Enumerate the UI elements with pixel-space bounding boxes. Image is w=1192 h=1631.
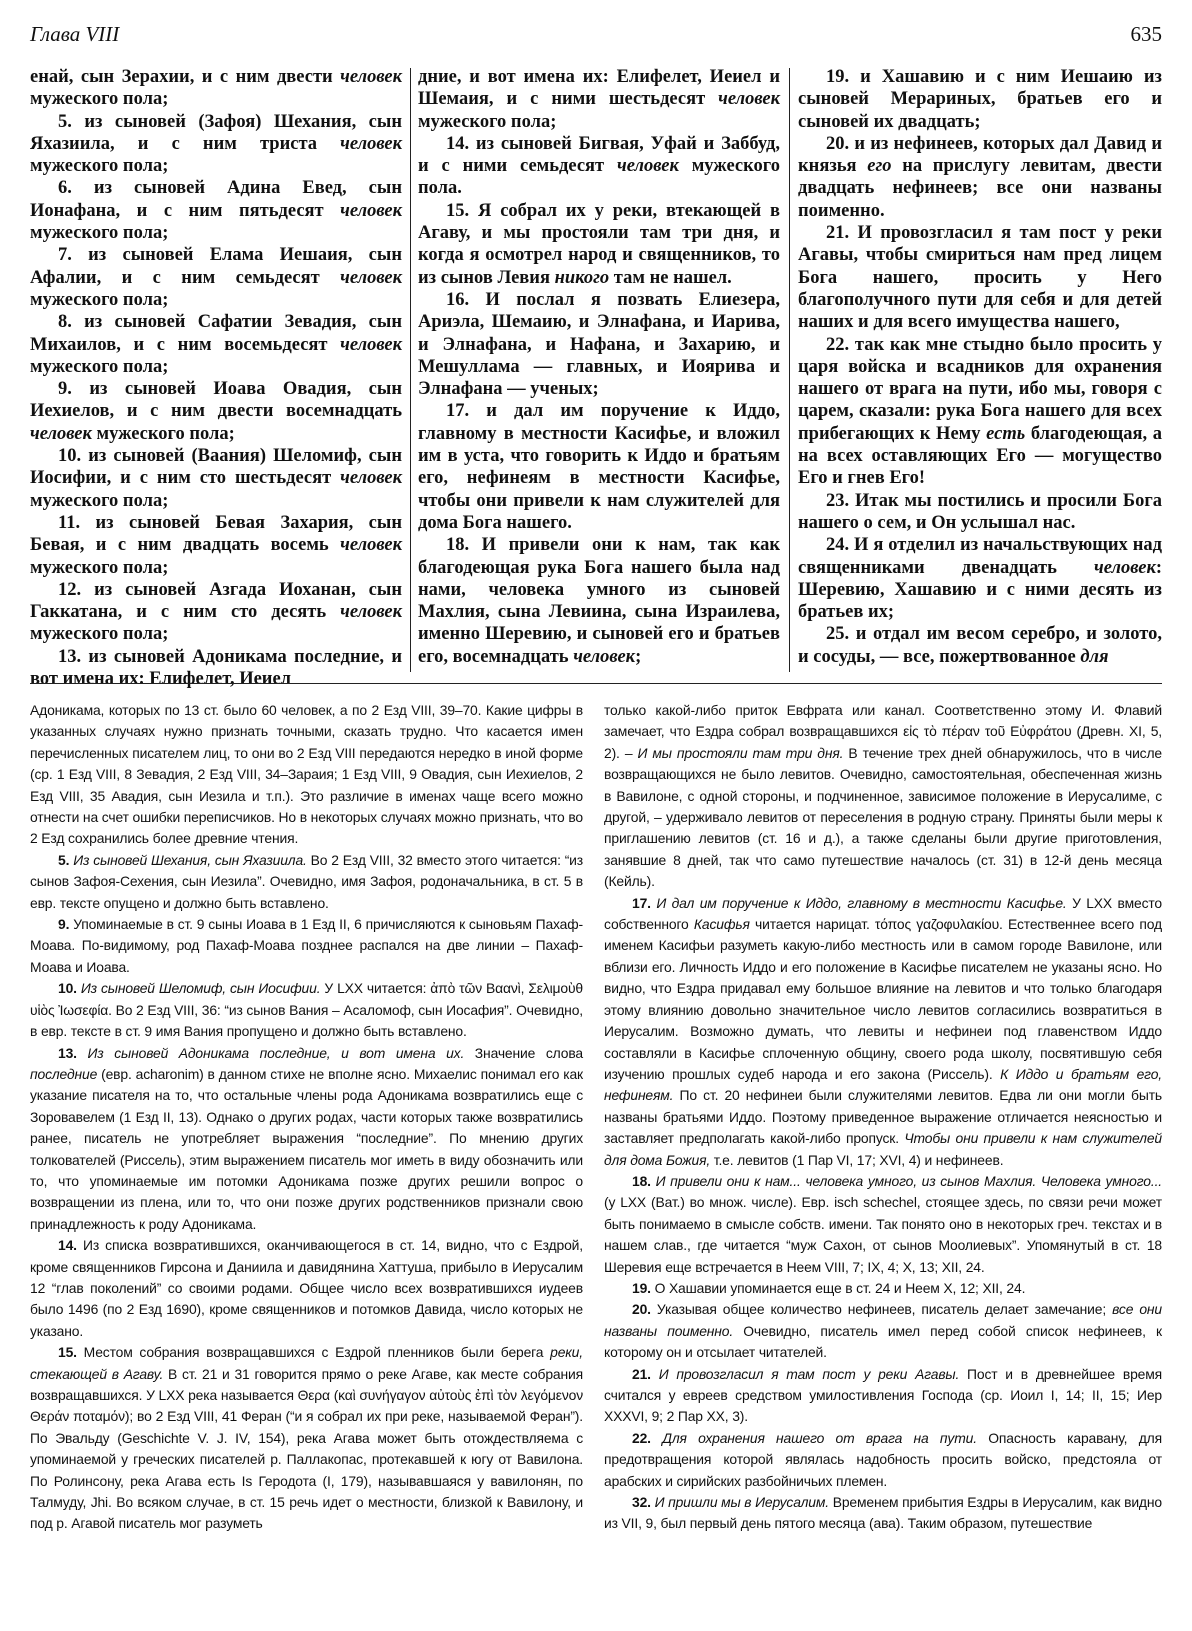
italic-text: человек bbox=[340, 468, 402, 489]
text-run: (евр. acharonim) в данном стихе не вполне ясно. Михаелис понимал его как указание писателя на то, что остальные члены рода Адоникама возвратились еще с Зоровавелем (1 Езд II, 13). Однако о других родах, части которых также возвратились ранее, писатель не употребляет выражения “последние”. По мнению других толкователей (Риссель), этим выражением писатель мог иметь в виду обозначить или то, что упоминаемые им потомки Адоникама позже других решили вопрос о возвращении из плена, или то, что они позже других родственников признали свою принадлежность к роду Адоникама. bbox=[30, 1065, 583, 1232]
paragraph bbox=[604, 1171, 1162, 1278]
column-divider bbox=[410, 68, 411, 672]
text-run: Из списка возвратившихся, оканчивающегося в ст. 14, видно, что с Ездрой, кроме священников Гирсона и Даниила и давидянина Хаттуша, прибыло в Иерусалим 12 “глав поколений” со своими родами. Общее число всех возвратившихся иудеев было 1496 (по 2 Езд 1690), кроме священников и потомков Давида, число которых не указано. bbox=[30, 1237, 583, 1339]
paragraph bbox=[418, 534, 780, 668]
paragraph bbox=[418, 289, 780, 400]
italic-text: человек bbox=[340, 67, 402, 87]
italic-text: человек bbox=[573, 646, 636, 667]
text-run: мужеского пола; bbox=[30, 156, 169, 177]
italic-text: И провозгласил я там пост у реки Агавы. bbox=[658, 1365, 960, 1382]
italic-text: никого bbox=[554, 267, 610, 288]
italic-text: человек bbox=[617, 156, 679, 177]
paragraph bbox=[30, 850, 583, 914]
text-run: мужеского пола; bbox=[30, 557, 169, 578]
paragraph bbox=[418, 400, 780, 534]
text-run: 14. из сыновей Бигвая, Уфай и Заббуд, и с ними семьдесят bbox=[418, 133, 780, 177]
text-run: В ст. 21 и 31 говорится прямо о реке Агаве, как месте собрания возвращавшихся. У LXX река называется Θερα (καὶ συνήγαγον αὐτοὺς ἐπὶ τὸν λεγόμενον Θεράν ποταμόν); во 2 Езд VIII, 41 Феран (“и я собрал их при реке, называемой Феран”). По Эвальду (Geschichte V. J. IV, 154), река Агава может быть отождествляема с упоминаемой у греческих писателей р. Паллакопас, протекавшей к югу от Вавилона. По Ролинсону, река Агава есть Is Геродота (I, 179), называвшаяся у вавилонян, по Талмуду, Jhi. Во всяком случае, в ст. 15 речь идет о местности, близкой к Вавилону, и под р. Агавой писатель мог разуметь bbox=[30, 1365, 583, 1532]
verse-number: 17. bbox=[632, 894, 657, 911]
italic-text: человек bbox=[340, 602, 402, 623]
text-run: 8. из сыновей Сафатии Зевадия, сын Михаилов, и с ним восемьдесят bbox=[30, 312, 402, 355]
paragraph bbox=[30, 512, 402, 579]
text-run: 15. Я собрал их у реки, втекающей в Агаву, и мы простояли там три дня, и когда я осмотрел народ и священников, то из сынов Левия bbox=[418, 200, 780, 288]
text-run: 13. из сыновей Адоникама последние, и вот имена их: Елифелет, Иеиел bbox=[30, 646, 402, 690]
verse-number: 14. bbox=[58, 1237, 83, 1254]
text-run: 22. так как мне стыдно было просить у царя войска и всадников для охранения нашего от врага на пути, ибо мы, говоря с царем, сказали: рука Бога нашего для всех прибегающих к Нему bbox=[798, 334, 1162, 444]
italic-text: человек bbox=[340, 267, 402, 288]
text-run: т.е. левитов (1 Пар VI, 17; XVI, 4) и нефинеев. bbox=[710, 1151, 1004, 1168]
text-run: По ст. 20 нефинеи были служителями левитов. Едва ли они могли быть названы братьями Иддо. Поэтому приведенное выражение отличается неясностью и заставляет предполагать какой-либо пропуск. bbox=[604, 1087, 1162, 1147]
paragraph bbox=[30, 311, 402, 378]
text-run: 11. из сыновей Бевая Захария, сын Бевая, и с ним двадцать восемь bbox=[30, 512, 402, 556]
scripture-column-2 bbox=[418, 66, 780, 673]
italic-text: есть bbox=[986, 423, 1026, 444]
running-header bbox=[30, 22, 1162, 52]
verse-number: 13. bbox=[58, 1044, 88, 1061]
paragraph bbox=[418, 200, 780, 289]
text-run: 20. и из нефинеев, которых дал Давид и князья bbox=[798, 133, 1162, 177]
commentary-column-1 bbox=[30, 700, 583, 1625]
italic-text: И пришли мы в Иерусалим. bbox=[654, 1494, 829, 1511]
column-divider bbox=[789, 68, 790, 672]
verse-number: 22. bbox=[632, 1429, 663, 1446]
paragraph bbox=[30, 1342, 583, 1535]
text-run: мужеского пола; bbox=[30, 490, 169, 511]
text-run: Временем прибытия Ездры в Иерусалим, как видно из VII, 9, был первый день пятого месяца (ава). Таким образом, путешествие bbox=[604, 1494, 1162, 1532]
text-run: благодеющая, а на всех оставляющих Его — могущество Его и гнев Его! bbox=[798, 423, 1162, 489]
section-divider bbox=[30, 683, 1162, 684]
italic-text: И дал им поручение к Иддо, главному в местности Касифье. bbox=[656, 894, 1067, 911]
italic-text: И мы простояли там три дня. bbox=[637, 744, 844, 761]
text-run: мужеского пола; bbox=[30, 624, 169, 645]
verse-number: 19. bbox=[632, 1279, 655, 1296]
scripture-column-3 bbox=[798, 66, 1162, 673]
text-run: 10. из сыновей (Ваания) Шеломиф, сын Иосифии, и с ним сто шестьдесят bbox=[30, 446, 402, 489]
text-run: енай, сын Зерахии, и с ним двести bbox=[30, 67, 341, 87]
paragraph bbox=[798, 334, 1162, 490]
text-run: 25. и отдал им весом серебро, и золото, и сосуды, — все, пожертвованное bbox=[798, 624, 1162, 667]
text-run: 18. И привели они к нам, так как благодеющая рука Бога нашего была над нами, человека умного из сыновей Махлия, сына Левиина, сына Израилева, именно Шеревию, и сыновей его и братьев его, восемнадцать bbox=[418, 535, 780, 667]
paragraph bbox=[798, 490, 1162, 535]
text-run: ; bbox=[635, 646, 642, 667]
text-run: 6. из сыновей Адина Евед, сын Ионафана, и с ним пятьдесят bbox=[30, 178, 402, 221]
text-run: 17. и дал им поручение к Иддо, главному в местности Касифье, и вложил им в уста, что говорить к Иддо и братьям его, нефинеям в местности Касифье, чтобы они привели к нам служителей для дома Бога нашего. bbox=[418, 401, 780, 533]
paragraph bbox=[798, 133, 1162, 222]
verse-number: 32. bbox=[632, 1494, 655, 1511]
verse-number: 21. bbox=[632, 1365, 659, 1382]
italic-text: для bbox=[1080, 646, 1109, 667]
text-run: У LXX читается: ἀπὸ τῶν Βαανὶ, Σελιμοὺθ υἱὸς Ἰωσεφία. Во 2 Езд VIII, 36: “из сынов Вания – Асаломоф, сын Иосафия”. Очевидно, в евр. тексте в ст. 9 имя Вания пропущено и должно быть вставлено. bbox=[30, 980, 583, 1040]
text-run: (у LXX (Ват.) во множ. числе). Евр. isch schechel, стоящее здесь, по связи речи может быть понимаемо в смысле собств. имени. Так понято оно в некоторых греч. текстах и в нашем слав., где читается “муж Сахон, от сынов Моолиевых”. Упомянутый в ст. 18 Шеревия еще встречается в Неем VIII, 7; IX, 4; X, 13; XII, 24. bbox=[604, 1194, 1162, 1275]
paragraph bbox=[30, 579, 402, 646]
text-run: Адоникама, которых по 13 ст. было 60 человек, а по 2 Езд VIII, 39–70. Какие цифры в указанных случаях нужно признать точными, сказать трудно. Что касается имен перечисленных писателем лиц, то они во 2 Езд VIII передаются нередко в иной форме (ср. 1 Езд VIII, 8 Зевадия, 2 Езд VIII, 34–Зарaия; 1 Езд VIII, 9 Овадия, сын Иехиелов, 2 Езд VIII, 35 Авадия, сын Иезила и т.п.). Это различие в именах чаще всего можно отнести на счет ошибки переписчиков. Но в некоторых случаях можно признать, что во 2 Езд сохранились более древние чтения. bbox=[30, 702, 583, 847]
italic-text: последние bbox=[30, 1065, 98, 1082]
paragraph bbox=[30, 66, 402, 111]
text-run: Пост и в древнейшее время считался у евреев средством умилостивления Господа (ср. Иоил I, 14; II, 15; Иер XXXVI, 9; 2 Пар XX, 3). bbox=[604, 1365, 1162, 1425]
italic-text: К Иддо и братьям его, нефинеям. bbox=[604, 1065, 1162, 1104]
paragraph bbox=[30, 700, 583, 850]
paragraph bbox=[30, 1235, 583, 1342]
italic-text: Чтобы они привели к нам служителей для дома Божия, bbox=[604, 1130, 1163, 1168]
paragraph bbox=[604, 1278, 1162, 1299]
italic-text: человек bbox=[340, 535, 402, 556]
italic-text: человек bbox=[718, 89, 780, 110]
text-run: 12. из сыновей Азгада Иоханан, сын Гаккатана, и с ним сто десять bbox=[30, 579, 402, 623]
paragraph bbox=[30, 378, 402, 445]
verse-number: 18. bbox=[632, 1172, 656, 1189]
italic-text: Из сыновей Шеломиф, сын Иосифии. bbox=[80, 980, 321, 997]
italic-text: его bbox=[867, 156, 892, 177]
text-run: мужеского пола; bbox=[30, 356, 169, 377]
text-run: Упоминаемые в ст. 9 сыны Иоава в 1 Езд II, 6 причисляются к сыновьям Пахаф-Моава. По-видимому, род Пахаф-Моава позднее распался на две линии – Пахаф-Моава и Иоава. bbox=[30, 916, 583, 975]
paragraph bbox=[30, 978, 583, 1042]
paragraph bbox=[418, 66, 780, 133]
text-run: только какой-либо приток Евфрата или канал. Соответственно этому И. Флавий замечает, что Ездра собрал возвращавшихся εἰς τὸ πέραν τοῦ Εὐφράτου (Древн. XI, 5, 2). – bbox=[604, 702, 1162, 761]
text-run: Во 2 Езд VIII, 32 вместо этого читается: “из сынов Зафоя-Сехения, сын Иезила”. Очевидно, имя Зафоя, родоначальника, в ст. 5 в евр. тексте опущено и должно быть вставлено. bbox=[30, 851, 584, 911]
text-run: Значение слова bbox=[464, 1044, 583, 1061]
text-run: Очевидно, писатель имел перед собой список нефинеев, к которому он и отсылает читателей. bbox=[604, 1322, 1162, 1361]
italic-text: человек bbox=[1093, 557, 1156, 578]
italic-text: Касифья bbox=[693, 916, 750, 933]
text-run: Опасность каравану, для предотвращения которой являлась надобность просить войско, предстояла от арабских и сирийских разбойничьих племен. bbox=[604, 1429, 1162, 1489]
text-run: 16. И послал я позвать Елиезера, Ариэла, Шемаию, и Элнафана, и Иарива, и Элнафана, и Нафана, и Захарию, и Мешуллама — главных, и Иоярива и Элнафана — ученых; bbox=[418, 289, 780, 400]
italic-text: Для охранения нашего от врага на пути. bbox=[662, 1429, 977, 1446]
text-run: мужеского пола; bbox=[30, 289, 169, 310]
text-run: мужеского пола; bbox=[91, 423, 235, 444]
paragraph bbox=[30, 914, 583, 978]
text-run: мужеского пола; bbox=[30, 223, 169, 244]
paragraph bbox=[604, 700, 1162, 893]
page-number: 635 bbox=[1130, 22, 1162, 46]
paragraph bbox=[604, 893, 1162, 1171]
text-run: 9. из сыновей Иоава Овадия, сын Иехиелов, и с ним двести восемнадцать bbox=[30, 379, 402, 422]
text-run: мужеского пола; bbox=[30, 89, 169, 110]
text-run: В течение трех дней обнаружилось, что в числе возвращающихся не было левитов. Очевидно, самостоятельная, обеспеченная жизнь в Вавилоне, с одной стороны, и подчиненное, зависимое положение в Иерусалиме, с другой, – удерживало левитов от переселения в родную страну. Приняты были меры к приглашению левитов (ст. 16 и д.), а также сделаны были другие приготовления, занявшие 8 дней, так что само путешествие началось (ст. 31) в 12-й день месяца (Кейль). bbox=[604, 744, 1162, 890]
commentary-column-2 bbox=[604, 700, 1162, 1625]
paragraph bbox=[30, 445, 402, 512]
text-run: мужеского пола; bbox=[418, 111, 557, 132]
paragraph bbox=[30, 177, 402, 244]
text-run: О Хашавии упоминается еще в ст. 24 и Неем X, 12; XII, 24. bbox=[654, 1279, 1026, 1296]
text-run: дние, и вот имена их: Елифелет, Иеиел и Шемаия, и с ними шестьдесят bbox=[418, 67, 780, 110]
paragraph bbox=[798, 534, 1162, 623]
paragraph bbox=[604, 1364, 1162, 1428]
text-run: 24. И я отделил из начальствующих над священниками двенадцать bbox=[798, 535, 1162, 578]
text-run: 7. из сыновей Елама Иешаия, сын Афалии, и с ним семьдесят bbox=[30, 245, 402, 288]
paragraph bbox=[798, 623, 1162, 668]
text-run: У LXX вместо собственного bbox=[604, 894, 1162, 933]
verse-number: 9. bbox=[58, 916, 74, 933]
italic-text: человек bbox=[340, 133, 402, 154]
paragraph bbox=[30, 244, 402, 311]
scripture-column-1 bbox=[30, 66, 402, 690]
text-run: 19. и Хашавию и с ним Иешаию из сыновей Мерариных, братьев его и сыновей их двадцать; bbox=[798, 67, 1162, 132]
paragraph bbox=[30, 1043, 583, 1236]
verse-number: 20. bbox=[632, 1301, 657, 1318]
paragraph bbox=[798, 222, 1162, 333]
paragraph bbox=[604, 1492, 1162, 1535]
text-run: Указывая общее количество нефинеев, писатель делает замечание; bbox=[656, 1301, 1113, 1318]
italic-text: Из сыновей Шехания, сын Яхазиила. bbox=[73, 851, 307, 868]
verse-number: 15. bbox=[58, 1344, 84, 1361]
italic-text: человек bbox=[340, 200, 402, 221]
paragraph bbox=[798, 66, 1162, 133]
text-run: 5. из сыновей (Зафоя) Шехания, сын Яхазиила, и с ним триста bbox=[30, 111, 402, 154]
text-run: 23. Итак мы постились и просили Бога нашего о сем, и Он услышал нас. bbox=[798, 490, 1162, 533]
text-run: : Шеревию, Хашавию и с ними десять из братьев их; bbox=[798, 557, 1162, 623]
italic-text: человек bbox=[340, 334, 402, 355]
italic-text: все они названы поименно. bbox=[604, 1301, 1162, 1339]
chapter-title: Глава VIII bbox=[30, 22, 120, 46]
italic-text: Из сыновей Адоникама последние, и вот имена их. bbox=[87, 1044, 465, 1061]
text-run: там не нашел. bbox=[609, 267, 732, 288]
paragraph bbox=[604, 1428, 1162, 1492]
text-run: на прислугу левитам, двести двадцать нефинеев; все они названы поименно. bbox=[798, 156, 1162, 221]
italic-text: человек bbox=[30, 423, 92, 444]
text-run: мужеского пола. bbox=[418, 156, 780, 199]
italic-text: И привели они к нам... человека умного, из сынов Махлия. Человека умного... bbox=[655, 1172, 1162, 1189]
text-run: читается нарицат. τόπος γαζοφυλακίου. Естественнее всего под именем Касифьи разуметь какую-либо местность или в самом городе Вавилоне, или вблизи его. Личность Иддо и его положение в Касифье писателем не указаны ясно. Но видно, что Ездра придавал ему большое влияние на левитов и что только благодаря этому влиянию довольно значительное число левитов согласились возвратиться в Иерусалим. Возможно думать, что левиты и нефинеи под главенством Иддо составляли в Касифье сплоченную общину, своего рода школу, посвятившую себя изучению прошлых судеб народа и его закона (Риссель). bbox=[604, 916, 1162, 1082]
paragraph bbox=[604, 1299, 1162, 1363]
verse-number: 10. bbox=[58, 980, 81, 997]
text-run: 21. И провозгласил я там пост у реки Агавы, чтобы смириться нам пред лицем Бога нашего, просить у Него благополучного пути для себя и для детей наших и для всего имущества нашего, bbox=[798, 223, 1162, 333]
italic-text: реки, стекающей в Агаву. bbox=[30, 1344, 583, 1382]
paragraph bbox=[30, 111, 402, 178]
paragraph bbox=[418, 133, 780, 200]
text-run: Местом собрания возвращавшихся с Ездрой пленников были берега bbox=[83, 1344, 551, 1361]
verse-number: 5. bbox=[58, 851, 74, 868]
